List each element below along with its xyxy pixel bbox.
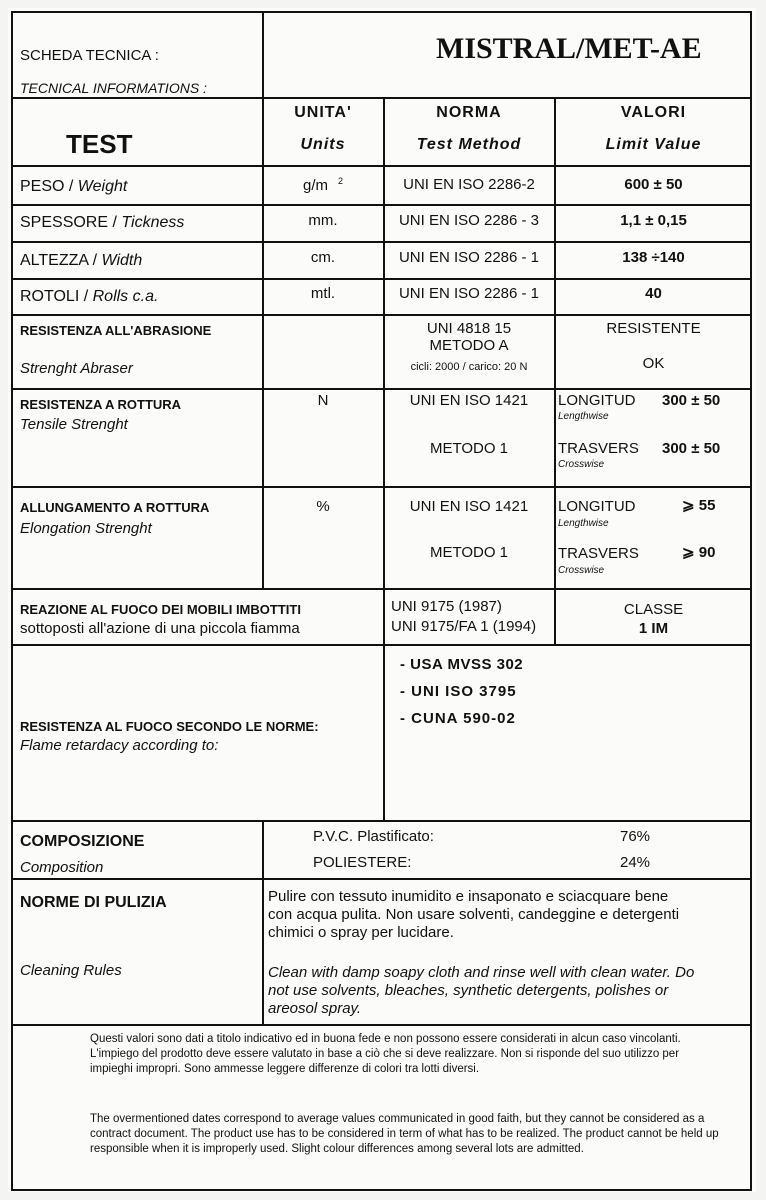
product-name: MISTRAL/MET-AE — [436, 32, 702, 65]
allungamento-tras-value: ⩾ 90 — [682, 544, 716, 561]
composizione-item-pct: 24% — [620, 854, 651, 871]
reazione-norma-1: UNI 9175 (1987) — [391, 598, 502, 615]
abrasione-norma: UNI 4818 15 — [426, 320, 512, 337]
divider — [11, 644, 752, 646]
spessore-unit: mm. — [308, 212, 338, 229]
divider — [11, 388, 752, 390]
rotoli-label: ROTOLI / Rolls c.a. — [20, 288, 159, 305]
divider — [11, 241, 752, 243]
spessore-label: SPESSORE / Tickness — [20, 214, 185, 231]
test-heading: TEST — [66, 129, 133, 159]
rottura-long-value: 300 ± 50 — [662, 392, 721, 409]
composizione-label: COMPOSIZIONE — [20, 833, 145, 850]
abrasione-ok: OK — [642, 355, 665, 372]
allungamento-label: ALLUNGAMENTO A ROTTURA — [20, 500, 210, 515]
rotoli-unit: mtl. — [310, 285, 336, 302]
composizione-item-name: P.V.C. Plastificato: — [313, 828, 434, 845]
pulizia-text-it: Pulire con tessuto inumidito e insaponato e sciacquare bene con acqua pulita. Non usare solventi, candeggine e detergenti chimici o spray per lucidare. — [268, 888, 680, 941]
composizione-label-en: Composition — [20, 859, 104, 876]
flame-norm-1: - USA MVSS 302 — [400, 656, 524, 673]
allungamento-unit: % — [316, 498, 330, 515]
divider — [11, 204, 752, 206]
altezza-label: ALTEZZA / Width — [20, 252, 143, 269]
rottura-tras-value: 300 ± 50 — [662, 440, 721, 457]
divider — [262, 820, 264, 1024]
divider — [11, 314, 752, 316]
composizione-item-pct: 76% — [620, 828, 651, 845]
units-heading: Units — [300, 136, 346, 153]
reazione-label: REAZIONE AL FUOCO DEI MOBILI IMBOTTITI — [20, 602, 301, 617]
rottura-label: RESISTENZA A ROTTURA — [20, 397, 182, 412]
divider — [262, 11, 264, 98]
abrasione-cicli: cicli: 2000 / carico: 20 N — [410, 361, 528, 373]
divider — [11, 878, 752, 880]
test-method-heading: Test Method — [416, 136, 522, 153]
allungamento-tras-label: TRASVERS — [558, 545, 639, 562]
rotoli-value: 40 — [645, 285, 662, 302]
valori-heading: VALORI — [620, 104, 687, 121]
rottura-label-en: Tensile Strenght — [20, 416, 128, 433]
rottura-tras-label: TRASVERS — [558, 440, 639, 457]
limit-value-heading: Limit Value — [605, 136, 702, 153]
divider — [11, 278, 752, 280]
composizione-item-name: POLIESTERE: — [313, 854, 412, 871]
peso-value: 600 ± 50 — [624, 176, 683, 193]
flame-norm-2: - UNI ISO 3795 — [400, 683, 517, 700]
allungamento-label-en: Elongation Strenght — [20, 520, 152, 537]
scheda-label: SCHEDA TECNICA : — [20, 47, 159, 64]
flame-label-en: Flame retardacy according to: — [20, 737, 219, 754]
pulizia-label-en: Cleaning Rules — [20, 962, 122, 979]
rottura-unit: N — [317, 392, 329, 409]
rotoli-norma: UNI EN ISO 2286 - 1 — [398, 285, 540, 302]
altezza-value: 138 ÷140 — [622, 249, 685, 266]
reazione-value: 1 IM — [638, 620, 669, 637]
spessore-norma: UNI EN ISO 2286 - 3 — [398, 212, 540, 229]
disclaimer-it: Questi valori sono dati a titolo indicativo ed in buona fede e non possono essere considerati in alcun caso vincolanti. L'impiego del prodotto deve essere valutato in base a ciò che si deve realizzare. Non si risponde del suo utilizzo per impieghi impropri. Sono ammesse leggere differenze di colori tra lotti diversi. — [90, 1033, 681, 1075]
abrasione-label: RESISTENZA ALL'ABRASIONE — [20, 323, 212, 338]
divider — [11, 820, 752, 822]
allungamento-long-label: LONGITUD — [558, 498, 636, 515]
divider — [11, 588, 752, 590]
reazione-label-2: sottoposti all'azione di una piccola fiamma — [20, 620, 300, 637]
divider — [11, 486, 752, 488]
reazione-norma-2: UNI 9175/FA 1 (1994) — [391, 618, 537, 635]
peso-unit: g/m $^2$ — [302, 176, 344, 194]
allungamento-metodo: METODO 1 — [429, 544, 509, 561]
technical-sheet — [8, 8, 756, 1192]
peso-norma: UNI EN ISO 2286-2 — [403, 176, 535, 193]
altezza-unit: cm. — [310, 249, 336, 266]
altezza-norma: UNI EN ISO 2286 - 1 — [398, 249, 540, 266]
unita-heading: UNITA' — [294, 104, 352, 121]
allungamento-long-sub: Lengthwise — [558, 518, 609, 529]
pulizia-label: NORME DI PULIZIA — [20, 894, 167, 911]
rottura-long-sub: Lengthwise — [558, 411, 609, 422]
allungamento-long-value: ⩾ 55 — [682, 497, 716, 514]
flame-norm-3: - CUNA 590-02 — [400, 710, 516, 727]
allungamento-tras-sub: Crosswise — [558, 565, 605, 576]
divider — [11, 97, 752, 99]
spessore-value: 1,1 ± 0,15 — [620, 212, 687, 229]
abrasione-metodo: METODO A — [429, 337, 509, 354]
abrasione-label-en: Strenght Abraser — [20, 360, 133, 377]
divider — [383, 644, 385, 820]
rottura-metodo: METODO 1 — [429, 440, 509, 457]
flame-label: RESISTENZA AL FUOCO SECONDO LE NORME: — [20, 719, 319, 734]
rottura-long-label: LONGITUD — [558, 392, 636, 409]
norma-heading: NORMA — [436, 104, 502, 121]
disclaimer-en: The overmentioned dates correspond to average values communicated in good faith, but they cannot be considered as a contract document. The product use has to be considered in term of what has to be realized. The product cannot be held up responsible when it is improperly used. Slight colour differences among several lots are admitted. — [90, 1113, 719, 1155]
peso-label: PESO / Weight — [20, 178, 128, 195]
rottura-tras-sub: Crosswise — [558, 459, 605, 470]
rottura-norma: UNI EN ISO 1421 — [409, 392, 529, 409]
allungamento-norma: UNI EN ISO 1421 — [409, 498, 529, 515]
divider — [11, 165, 752, 167]
divider — [11, 1024, 752, 1026]
abrasione-value: RESISTENTE — [606, 320, 701, 337]
tecnical-label: TECNICAL INFORMATIONS : — [20, 80, 207, 96]
pulizia-text-en: Clean with damp soapy cloth and rinse well with clean water. Do not use solvents, bleaches, synthetic detergents, polishes or areosol spray. — [268, 964, 695, 1017]
reazione-classe: CLASSE — [623, 601, 684, 618]
